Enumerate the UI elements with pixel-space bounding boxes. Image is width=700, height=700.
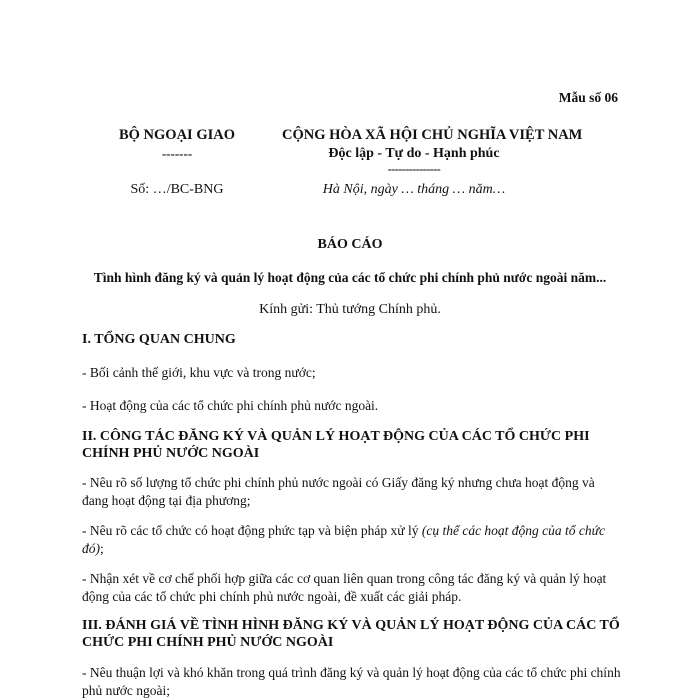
section-2-paragraph: - Nhận xét về cơ chế phối hợp giữa các cơ quan liên quan trong công tác đăng ký và quản lý hoạt động của các tổ chức phi chính phủ nước ngoài, đề xuất các giải pháp. [82, 571, 607, 604]
motto-divider: --------------- [387, 162, 441, 176]
section-2-paragraph [82, 522, 622, 558]
national-title: CỘNG HÒA XÃ HỘI CHỦ NGHĨA VIỆT NAM [282, 127, 583, 143]
section-3-paragraph: - Nêu thuận lợi và khó khăn trong quá trình đăng ký và quản lý hoạt động của các tổ chức phi chính phủ nước ngoài; [82, 665, 621, 698]
document-title: BÁO CÁO [317, 237, 383, 252]
section-1-paragraph: - Hoạt động của các tổ chức phi chính phủ nước ngoài. [82, 398, 379, 413]
section-1-heading: I. TỔNG QUAN CHUNG [82, 332, 236, 347]
document-number: Số: …/BC-BNG [130, 182, 224, 197]
place-and-date: Hà Nội, ngày … tháng … năm… [322, 182, 506, 197]
national-motto: Độc lập - Tự do - Hạnh phúc [328, 146, 500, 161]
recipient-line: Kính gửi: Thủ tướng Chính phủ. [259, 302, 441, 317]
section-2-paragraph: - Nêu rõ số lượng tổ chức phi chính phủ nước ngoài có Giấy đăng ký nhưng chưa hoạt động và đang hoạt động tại địa phương; [82, 475, 595, 508]
section-1-paragraph: - Bối cảnh thế giới, khu vực và trong nước; [82, 365, 316, 380]
paragraph-end: ; [100, 541, 104, 556]
form-number: Mẫu số 06 [558, 90, 618, 105]
issuing-agency: BỘ NGOẠI GIAO [118, 127, 235, 143]
agency-divider: ------- [161, 146, 193, 161]
paragraph-italic-note: (cụ thể các hoạt động của tổ chức đó) [82, 523, 606, 556]
document-subtitle: Tình hình đăng ký và quản lý hoạt động của các tổ chức phi chính phủ nước ngoài năm... [93, 270, 607, 285]
paragraph-text: - Nêu rõ các tổ chức có hoạt động phức tạp và biện pháp xử lý [82, 523, 422, 538]
section-3-heading: III. ĐÁNH GIÁ VỀ TÌNH HÌNH ĐĂNG KÝ VÀ QUẢN LÝ HOẠT ĐỘNG CỦA CÁC TỔ CHỨC PHI CHÍNH PHỦ NƯỚC NGOÀI [82, 618, 620, 650]
section-2-heading: II. CÔNG TÁC ĐĂNG KÝ VÀ QUẢN LÝ HOẠT ĐỘNG CỦA CÁC TỔ CHỨC PHI CHÍNH PHỦ NƯỚC NGOÀI [82, 429, 590, 461]
